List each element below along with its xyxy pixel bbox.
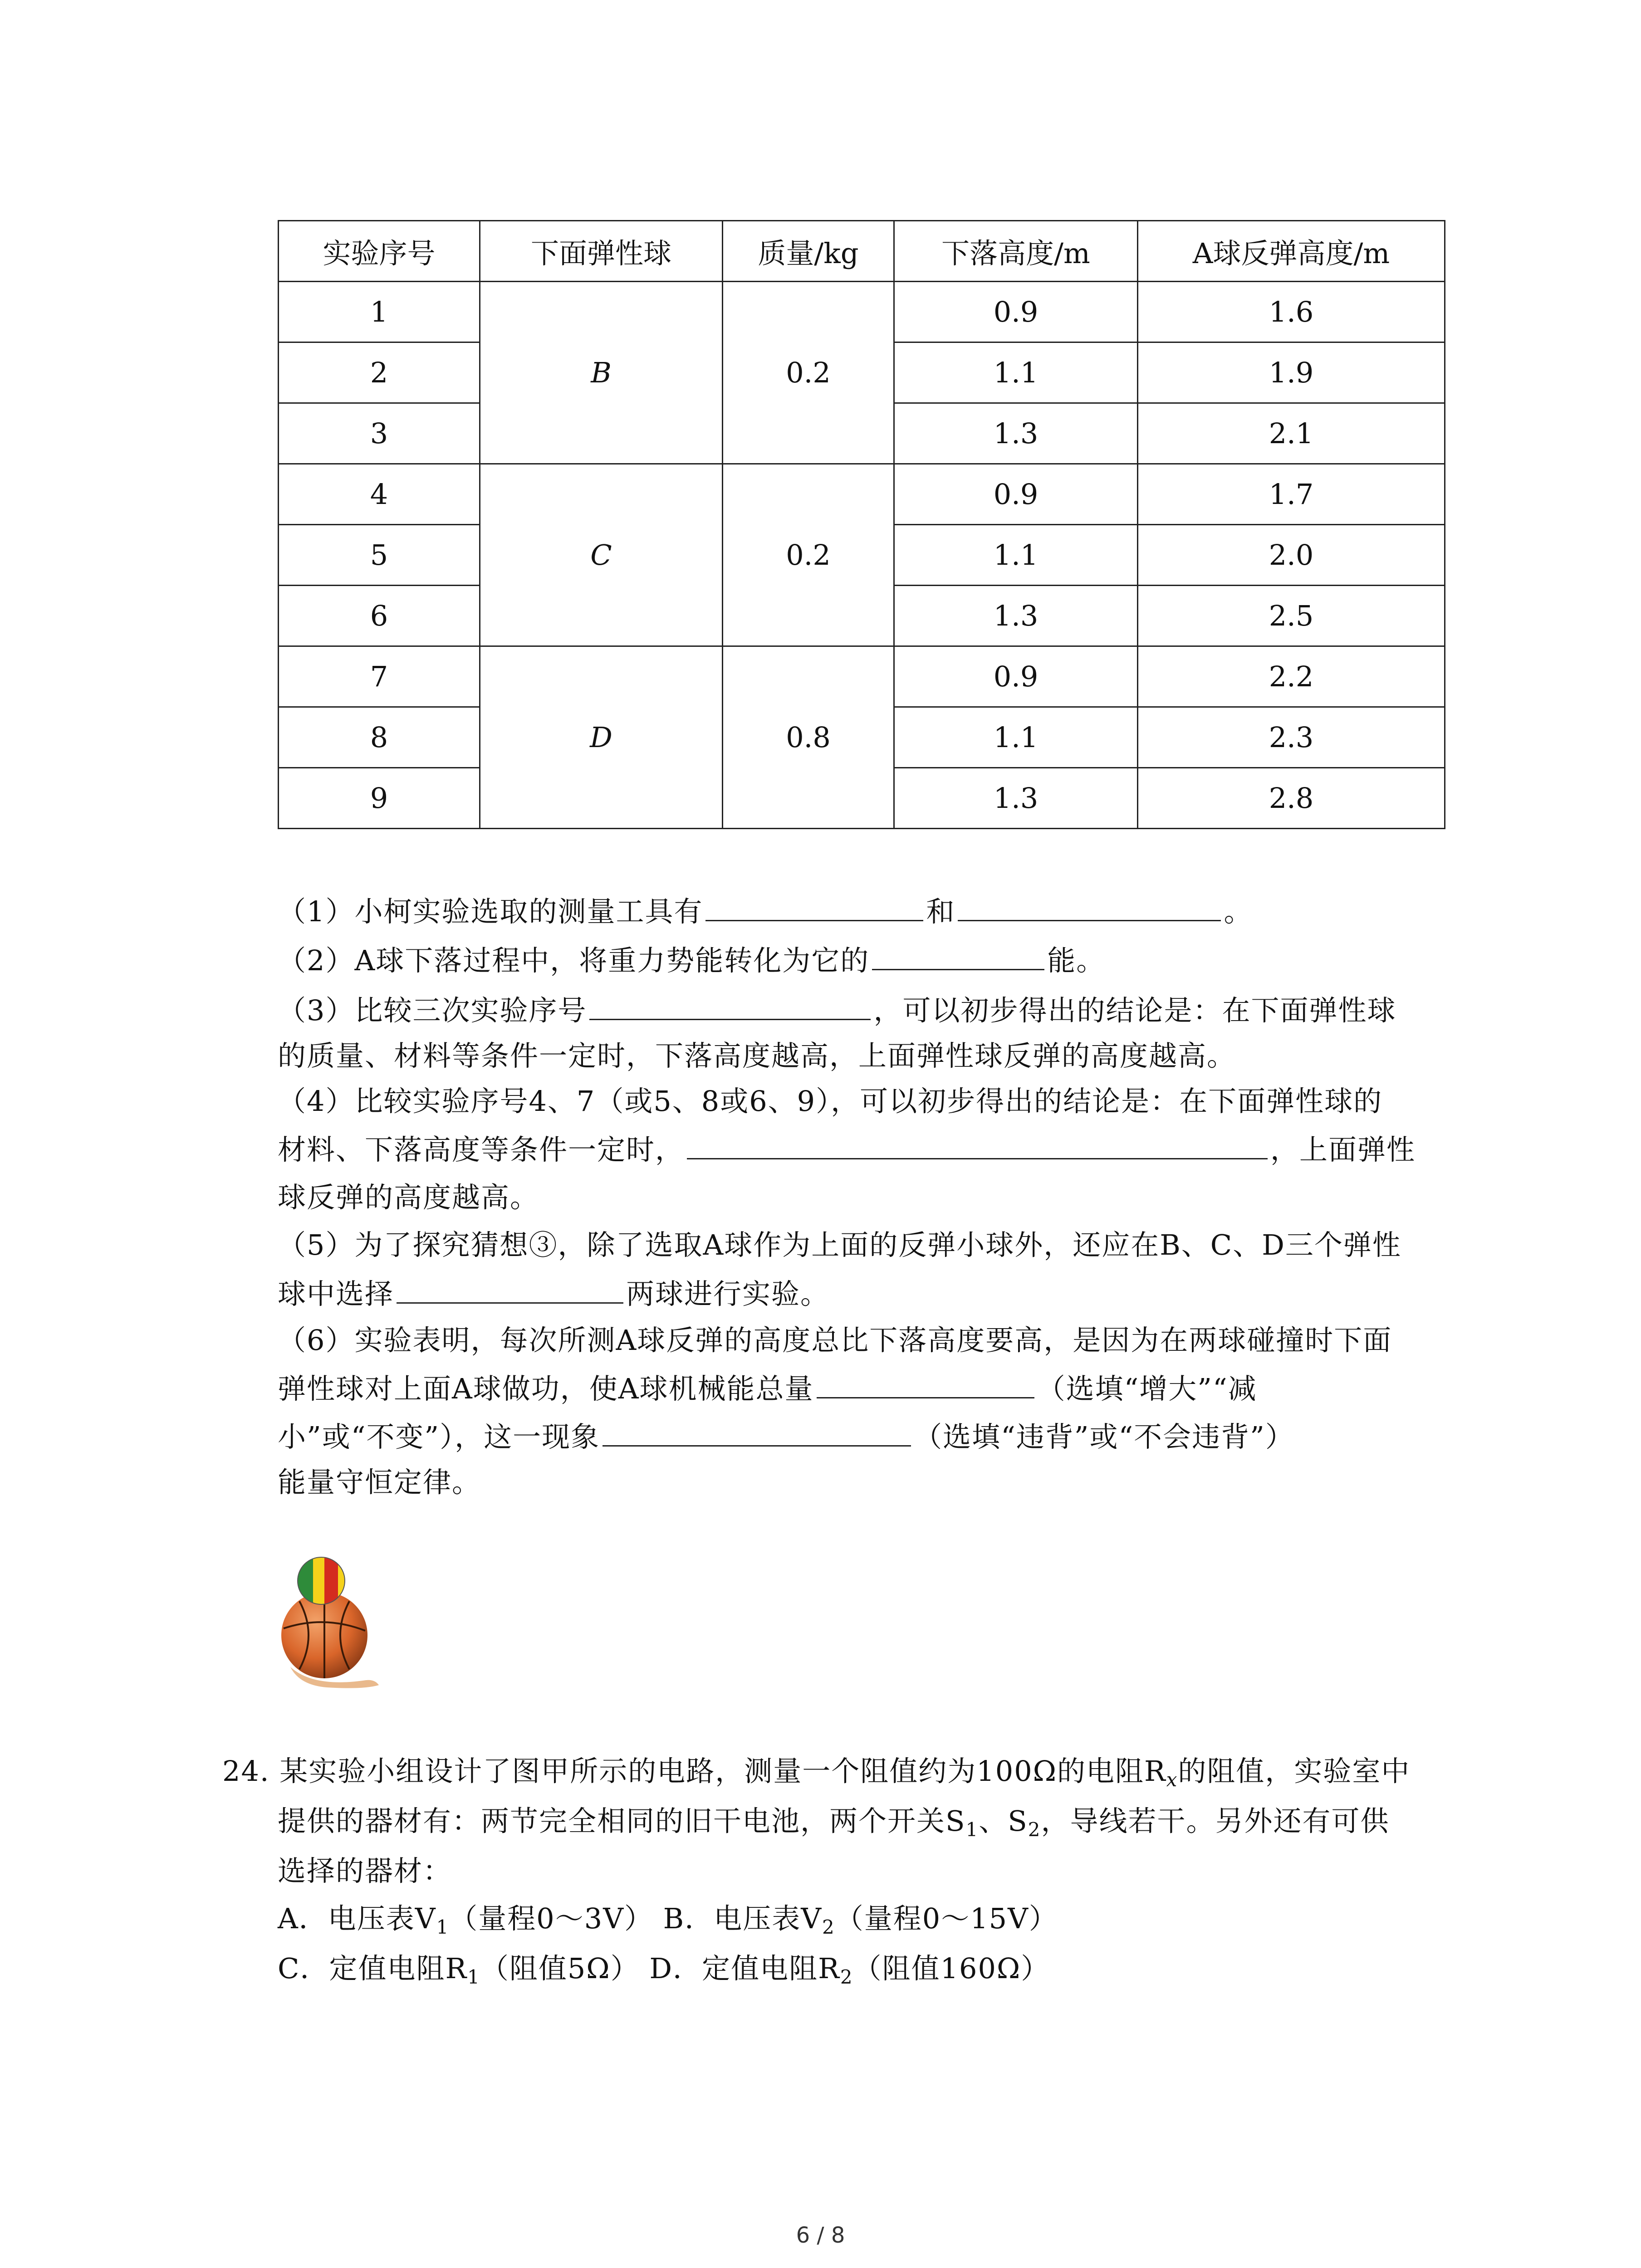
rebound-height-cell: 2.5	[1138, 586, 1445, 646]
question-24-cont2	[278, 1848, 452, 1889]
lower-ball-cell: D	[480, 646, 723, 829]
table-row	[279, 464, 1445, 525]
trial-number-cell: 4	[279, 464, 480, 525]
table-header-cell: 下面弹性球	[480, 221, 723, 282]
answer-blank[interactable]	[687, 1130, 1268, 1159]
drop-height-cell: 1.3	[894, 768, 1138, 829]
question-text: （4）比较实验序号4、7（或5、8或6、9），可以初步得出的结论是：在下面弹性球的	[278, 1085, 1383, 1118]
option-text: （阻值5Ω） D．定值电阻R	[480, 1952, 840, 1985]
question-4-cont	[278, 1127, 1416, 1168]
table-header-row	[279, 221, 1445, 282]
answer-blank[interactable]	[705, 892, 923, 921]
answer-blank[interactable]	[589, 991, 871, 1020]
trial-number-cell: 8	[279, 707, 480, 768]
question-24-cont	[278, 1799, 1389, 1841]
rebound-height-cell: 2.8	[1138, 768, 1445, 829]
rebound-height-cell: 1.7	[1138, 464, 1445, 525]
table-header-cell: A球反弹高度/m	[1138, 221, 1445, 282]
question-text: 能量守恒定律。	[278, 1466, 481, 1499]
question-6-cont	[278, 1366, 1257, 1407]
table-row	[279, 646, 1445, 707]
question-5-cont	[278, 1271, 829, 1312]
drop-height-cell: 0.9	[894, 282, 1138, 342]
answer-blank[interactable]	[603, 1417, 911, 1447]
experiment-table	[278, 220, 1445, 829]
table-header-cell: 实验序号	[279, 221, 480, 282]
question-text: （选填“增大”“减	[1037, 1372, 1257, 1405]
question-text: （3）比较三次实验序号	[278, 994, 587, 1027]
subscript: 1	[467, 1966, 480, 1988]
question-text: ，上面弹性	[1270, 1133, 1416, 1166]
subscript: 1	[965, 1818, 979, 1841]
answer-blank[interactable]	[397, 1274, 623, 1304]
option-text: （量程0～3V） B．电压表V	[449, 1902, 823, 1935]
drop-height-cell: 1.3	[894, 403, 1138, 464]
trial-number-cell: 7	[279, 646, 480, 707]
drop-height-cell: 0.9	[894, 464, 1138, 525]
trial-number-cell: 6	[279, 586, 480, 646]
option-text: （量程0～15V）	[835, 1902, 1058, 1935]
question-text: 和	[926, 895, 955, 928]
trial-number-cell: 1	[279, 282, 480, 342]
trial-number-cell: 2	[279, 342, 480, 403]
drop-height-cell: 1.1	[894, 342, 1138, 403]
question-4-cont2	[278, 1175, 539, 1215]
subscript: 2	[1028, 1818, 1041, 1841]
question-6-cont2	[278, 1414, 1294, 1455]
question-text: 24. 某实验小组设计了图甲所示的电路，测量一个阻值约为100Ω的电阻R	[222, 1755, 1166, 1788]
question-text: 能。	[1047, 944, 1106, 977]
question-text: 球反弹的高度越高。	[278, 1181, 539, 1214]
question-text: 两球进行实验。	[626, 1277, 830, 1310]
rebound-height-cell: 2.1	[1138, 403, 1445, 464]
option-text: A．电压表V	[278, 1902, 436, 1935]
table-row	[279, 282, 1445, 342]
mass-cell: 0.2	[723, 282, 894, 464]
question-2	[278, 938, 1105, 978]
table-header-cell: 质量/kg	[723, 221, 894, 282]
ball-on-basketball-icon	[272, 1551, 381, 1692]
question-text: （6）实验表明，每次所测A球反弹的高度总比下落高度要高，是因为在两球碰撞时下面	[278, 1324, 1392, 1357]
question-text: 材料、下落高度等条件一定时，	[278, 1133, 685, 1166]
question-text: （5）为了探究猜想③，除了选取A球作为上面的反弹小球外，还应在B、C、D三个弹性	[278, 1228, 1401, 1261]
rebound-height-cell: 2.0	[1138, 525, 1445, 586]
question-text: ，导线若干。另外还有可供	[1041, 1804, 1390, 1838]
mass-cell: 0.2	[723, 464, 894, 646]
question-3	[278, 988, 1396, 1028]
question-5	[278, 1222, 1401, 1263]
subscript: 1	[436, 1916, 450, 1938]
question-text: （选填“违背”或“不会违背”）	[914, 1420, 1294, 1453]
trial-number-cell: 9	[279, 768, 480, 829]
question-text: ，可以初步得出的结论是：在下面弹性球	[873, 994, 1396, 1027]
trial-number-cell: 5	[279, 525, 480, 586]
option-text: C．定值电阻R	[278, 1952, 468, 1985]
question-text: 选择的器材：	[278, 1854, 452, 1887]
question-text: （2）A球下落过程中，将重力势能转化为它的	[278, 944, 870, 977]
question-text: 的质量、材料等条件一定时，下落高度越高，上面弹性球反弹的高度越高。	[278, 1039, 1236, 1072]
subscript: 2	[822, 1916, 835, 1938]
question-text: 弹性球对上面A球做功，使A球机械能总量	[278, 1372, 814, 1405]
option-text: （阻值160Ω）	[853, 1952, 1050, 1985]
lower-ball-cell: C	[480, 464, 723, 646]
answer-blank[interactable]	[958, 892, 1221, 921]
table-header-cell: 下落高度/m	[894, 221, 1138, 282]
option-line-ab	[278, 1896, 1058, 1938]
drop-height-cell: 1.1	[894, 707, 1138, 768]
trial-number-cell: 3	[279, 403, 480, 464]
question-text: 小”或“不变”），这一现象	[278, 1420, 600, 1453]
rebound-height-cell: 1.9	[1138, 342, 1445, 403]
question-text: 球中选择	[278, 1277, 394, 1310]
question-text: 提供的器材有：两节完全相同的旧干电池，两个开关S	[278, 1804, 966, 1838]
lower-ball-cell: B	[480, 282, 723, 464]
page-number: 6 / 8	[796, 2223, 845, 2248]
drop-height-cell: 1.3	[894, 586, 1138, 646]
question-4	[278, 1079, 1382, 1119]
question-6-cont3	[278, 1460, 481, 1500]
option-line-cd	[278, 1946, 1050, 1988]
rebound-height-cell: 1.6	[1138, 282, 1445, 342]
question-6	[278, 1318, 1392, 1358]
answer-blank[interactable]	[817, 1369, 1034, 1398]
question-text: 、S	[979, 1804, 1028, 1838]
question-text: 的阻值，实验室中	[1178, 1755, 1411, 1788]
rebound-height-cell: 2.3	[1138, 707, 1445, 768]
answer-blank[interactable]	[872, 941, 1044, 970]
subscript: 2	[840, 1966, 853, 1988]
drop-height-cell: 0.9	[894, 646, 1138, 707]
subscript: x	[1166, 1769, 1178, 1791]
drop-height-cell: 1.1	[894, 525, 1138, 586]
mass-cell: 0.8	[723, 646, 894, 829]
question-24	[222, 1749, 1410, 1791]
question-text: （1）小柯实验选取的测量工具有	[278, 895, 703, 928]
question-3-cont	[278, 1033, 1236, 1074]
question-text: 。	[1224, 895, 1253, 928]
rebound-height-cell: 2.2	[1138, 646, 1445, 707]
question-1	[278, 889, 1253, 929]
